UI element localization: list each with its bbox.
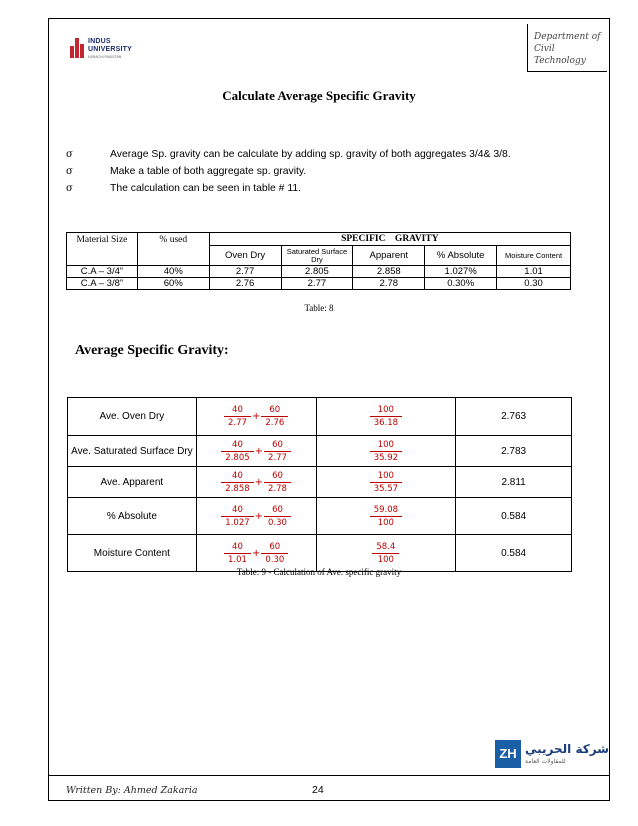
table-row: [68, 398, 572, 436]
company-logo: [495, 738, 609, 772]
numerator: 60: [272, 439, 283, 450]
plus-sign: +: [254, 476, 264, 488]
header-specific-gravity: SPECIFIC GRAVITY: [209, 233, 570, 246]
page-title: Calculate Average Specific Gravity: [222, 88, 416, 103]
fraction: [372, 542, 399, 565]
page-number: 24: [312, 784, 324, 796]
fraction: [370, 505, 402, 528]
cell-moisture: 1.01: [497, 266, 571, 278]
plus-sign: +: [251, 411, 261, 422]
denominator: 2.77: [264, 451, 291, 463]
denominator: 1.027: [221, 516, 253, 528]
header-saturated-surface-dry: Saturated Surface Dry: [281, 246, 353, 266]
cell-result: 2.783: [456, 436, 572, 467]
bullet-item: [66, 147, 511, 164]
bullet-list: [66, 147, 511, 198]
cell-used: 40%: [137, 266, 209, 278]
bullet-item: [66, 164, 511, 181]
table-row: [68, 535, 572, 572]
table-row: [67, 278, 571, 290]
numerator: 40: [232, 405, 243, 415]
fraction: [261, 542, 288, 565]
denominator: 100: [370, 516, 402, 528]
specific-gravity-table: [66, 232, 571, 290]
logo-line1: INDUS: [88, 38, 111, 45]
footer-divider: [48, 775, 610, 776]
bullet-text: The calculation can be seen in table # 11.: [110, 183, 302, 194]
numerator: 100: [377, 470, 394, 481]
cell-label: Ave. Oven Dry: [68, 398, 197, 436]
denominator: 2.76: [261, 416, 288, 428]
bullet-text: Average Sp. gravity can be calculate by adding sp. gravity of both aggregates 3/4& 3/8.: [110, 149, 511, 160]
cell-fraction: [316, 398, 456, 436]
bullet-symbol: σ: [66, 149, 73, 160]
denominator: 2.858: [221, 482, 253, 494]
denominator: 2.78: [264, 482, 291, 494]
bullet-item: [66, 181, 511, 198]
numerator: 40: [232, 470, 243, 481]
department-box: [527, 24, 607, 72]
plus-sign: +: [254, 445, 264, 457]
table-row: [68, 436, 572, 467]
fraction: [264, 505, 291, 528]
cell-result: 0.584: [456, 498, 572, 535]
fraction: [224, 405, 251, 428]
company-mark: ZH: [495, 740, 521, 768]
table-8-caption: Table: 8: [304, 303, 334, 313]
cell-material: C.A – 3/4”: [67, 266, 138, 278]
plus-sign: +: [254, 510, 264, 522]
numerator: 100: [377, 439, 394, 450]
cell-result: 0.584: [456, 535, 572, 572]
plus-sign: +: [251, 547, 261, 559]
header-apparent: Apparent: [353, 246, 425, 266]
cell-oven-dry: 2.77: [209, 266, 281, 278]
fraction: [221, 471, 253, 494]
cell-used: 60%: [137, 278, 209, 290]
cell-label: Moisture Content: [68, 535, 197, 572]
logo-subtext: KARACHI PAKISTAN: [88, 55, 122, 59]
fraction: [264, 471, 291, 494]
fraction: [264, 440, 291, 463]
cell-result: 2.811: [456, 467, 572, 498]
header-material-size: Material Size: [67, 233, 138, 266]
numerator: 60: [269, 541, 281, 552]
bullet-symbol: σ: [66, 166, 73, 177]
cell-ssd: 2.805: [281, 266, 353, 278]
denominator: 36.18: [370, 416, 402, 428]
numerator: 60: [269, 405, 281, 415]
numerator: 100: [377, 405, 394, 415]
average-calculation-table: [67, 397, 572, 572]
numerator: 40: [232, 541, 243, 552]
fraction: [221, 440, 253, 463]
header-moisture-content: Moisture Content: [497, 246, 571, 266]
table-header-row: [67, 233, 571, 246]
header-absolute: % Absolute: [425, 246, 497, 266]
numerator: 40: [232, 504, 243, 515]
fraction: [370, 405, 402, 428]
numerator: 59.08: [373, 504, 399, 515]
bullet-symbol: σ: [66, 183, 73, 194]
denominator: 35.57: [370, 482, 402, 494]
numerator: 60: [272, 470, 283, 481]
cell-absolute: 1.027%: [425, 266, 497, 278]
fraction: [370, 440, 402, 463]
numerator: 60: [272, 504, 283, 515]
header-percent-used: % used: [137, 233, 209, 266]
department-label: Department of Civil Technology: [534, 32, 601, 66]
cell-fraction: [316, 436, 456, 467]
cell-fraction: [316, 467, 456, 498]
cell-sum-expression: [196, 467, 316, 498]
fraction: [261, 405, 288, 428]
cell-sum-expression: [196, 436, 316, 467]
denominator: 0.30: [261, 553, 288, 565]
bullet-text: Make a table of both aggregate sp. gravity.: [110, 166, 307, 177]
denominator: 1.01: [224, 553, 251, 565]
cell-label: Ave. Saturated Surface Dry: [68, 436, 197, 467]
table-row: [68, 498, 572, 535]
cell-sum-expression: [196, 398, 316, 436]
cell-ssd: 2.77: [281, 278, 353, 290]
fraction: [221, 505, 253, 528]
cell-sum-expression: [196, 498, 316, 535]
numerator: 58.4: [376, 541, 396, 552]
table-9-caption: Table: 9 - Calculation of Ave. specific gravity: [236, 567, 402, 577]
cell-absolute: 0.30%: [425, 278, 497, 290]
denominator: 0.30: [264, 516, 291, 528]
cell-material: C.A – 3/8”: [67, 278, 138, 290]
table-row: [68, 467, 572, 498]
numerator: 40: [232, 439, 243, 450]
denominator: 35.92: [370, 451, 402, 463]
cell-apparent: 2.78: [353, 278, 425, 290]
footer-author: Written By: Ahmed Zakaria: [66, 785, 198, 796]
cell-oven-dry: 2.76: [209, 278, 281, 290]
fraction: [370, 471, 402, 494]
cell-result: 2.763: [456, 398, 572, 436]
university-logo: [70, 36, 150, 62]
company-name: شركة الحريبي: [525, 742, 609, 756]
denominator: 2.805: [221, 451, 253, 463]
logo-icon: [70, 38, 86, 58]
table-row: [67, 266, 571, 278]
logo-line2: UNIVERSITY: [88, 46, 133, 53]
cell-apparent: 2.858: [353, 266, 425, 278]
cell-fraction: [316, 535, 456, 572]
cell-label: % Absolute: [68, 498, 197, 535]
section-heading: Average Specific Gravity:: [75, 343, 229, 358]
company-subtext: للمقاولات العامة: [525, 758, 566, 765]
fraction: [224, 542, 251, 565]
cell-sum-expression: [196, 535, 316, 572]
cell-moisture: 0.30: [497, 278, 571, 290]
cell-label: Ave. Apparent: [68, 467, 197, 498]
header-oven-dry: Oven Dry: [209, 246, 281, 266]
denominator: 2.77: [224, 416, 251, 428]
denominator: 100: [372, 553, 399, 565]
cell-fraction: [316, 498, 456, 535]
